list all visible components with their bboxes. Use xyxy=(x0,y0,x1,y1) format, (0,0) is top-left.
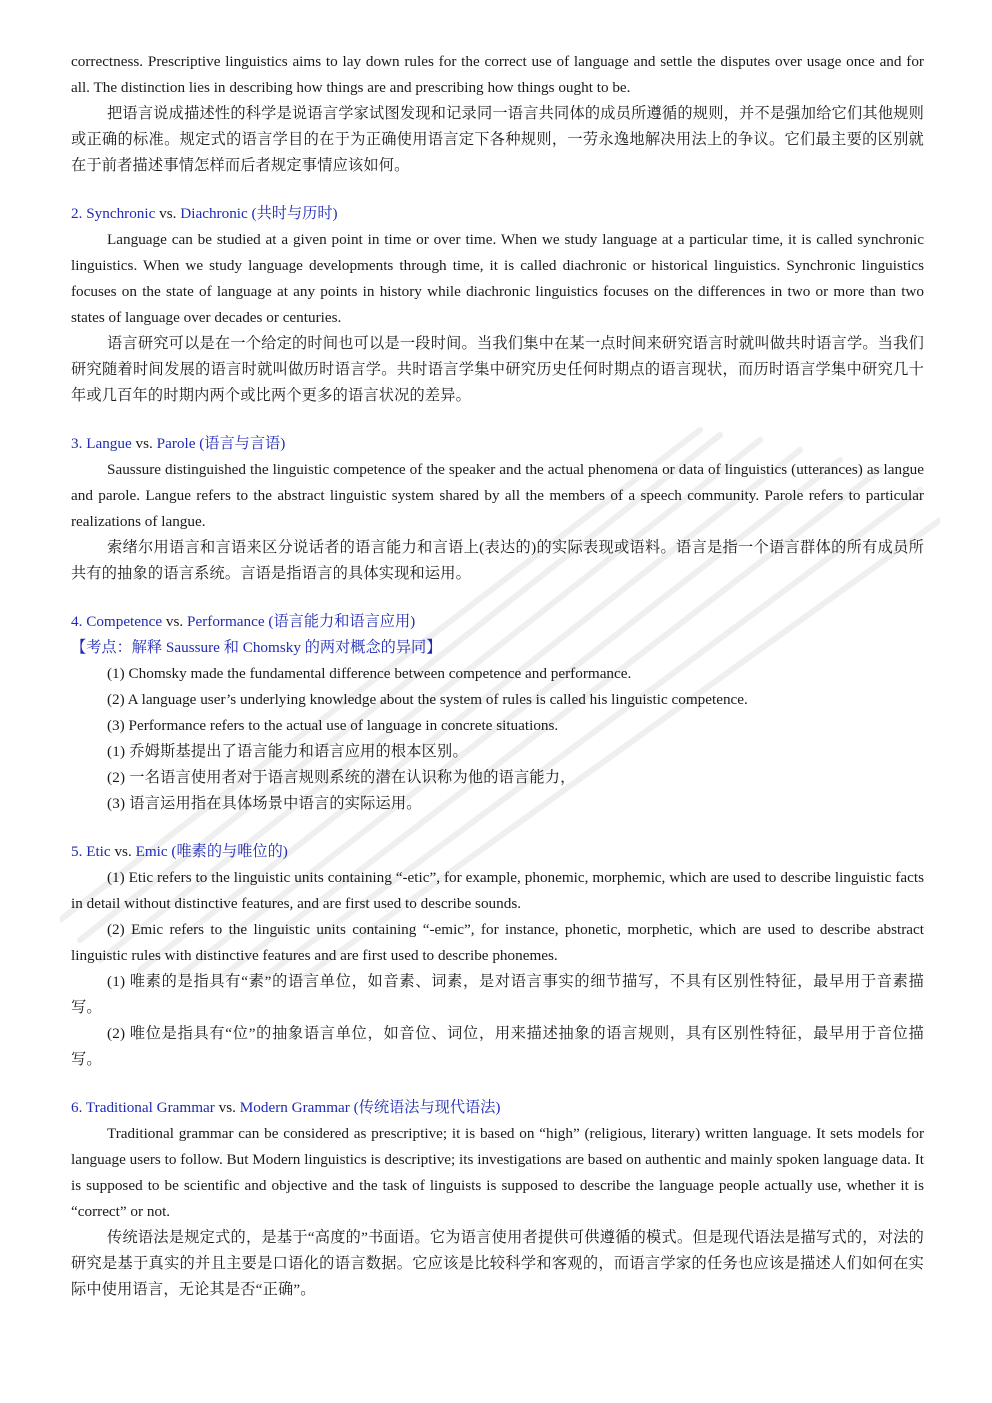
section-5-vs: vs. xyxy=(110,843,136,860)
section-3-english: Saussure distinguished the linguistic competence of the speaker and the actual phenomena or data of linguistics (utterances) as langue and parole. Langue refers to the abstract linguistic system shared by all the members of a speech community. Parole refers to particular realizations of langue. xyxy=(71,461,924,530)
section-5-term-a: Etic xyxy=(86,843,111,860)
section-6-english: Traditional grammar can be considered as prescriptive; it is based on “high” (religious, literary) written language. It sets models for language users to follow. But Modern linguistics is descriptive; its investigations are based on authentic and mainly spoken language data. It is supposed to be scientific and objective and the task of linguists is supposed to describe the language people actually use, whether it is “correct” or not. xyxy=(71,1125,924,1220)
section-5-heading xyxy=(71,839,924,865)
section-3-term-b: Parole xyxy=(156,435,196,452)
list-item: (2) 一名语言使用者对于语言规则系统的潜在认识称为他的语言能力， xyxy=(107,769,576,786)
list-item: (2) A language user’s underlying knowledge about the system of rules is called his linguistic competence. xyxy=(107,691,748,708)
section-2-term-b: Diachronic xyxy=(180,205,248,222)
list-item: (3) 语言运用指在具体场景中语言的实际运用。 xyxy=(107,795,422,812)
section-4-term-a: Competence xyxy=(86,613,163,630)
section-3-term-a: Langue xyxy=(86,435,132,452)
section-5-paragraph-4: (2) 唯位是指具有“位”的抽象语言单位，如音位、词位，用来描述抽象的语言规则，具有区别性特征，最早用于音位描写。 xyxy=(71,1025,924,1068)
section-6-vs: vs. xyxy=(214,1099,240,1116)
section-4-number: 4. xyxy=(71,613,87,630)
section-5-paragraph-1: (1) Etic refers to the linguistic units containing “-etic”, for example, phonemic, morphemic, which are used to describe linguistic facts in detail without distinctive features, and are first used to describe sounds. xyxy=(71,869,924,912)
section-6-chinese: 传统语法是规定式的，是基于“高度的”书面语。它为语言使用者提供可供遵循的模式。但是现代语法是描写式的，对法的研究是基于真实的并且主要是口语化的语言数据。它应该是比较科学和客观的，而语言学家的任务也应该是描述人们如何在实际中使用语言，无论其是否“正确”。 xyxy=(71,1229,924,1298)
section-2-vs: vs. xyxy=(155,205,181,222)
section-6-term-b: Modern Grammar xyxy=(239,1099,350,1116)
section-6-number: 6. xyxy=(71,1099,86,1116)
list-item: (3) Performance refers to the actual use of language in concrete situations. xyxy=(107,717,559,734)
section-3-vs: vs. xyxy=(131,435,157,452)
section-5-number: 5. xyxy=(71,843,87,860)
section-6-heading xyxy=(71,1095,924,1121)
section-5-paragraph-2: (2) Emic refers to the linguistic units containing “-emic”, for instance, phonetic, morphetic, which are used to describe abstract linguistic rules with distinctive features and are first used to describe phonemes. xyxy=(71,921,924,964)
section-3-number: 3. xyxy=(71,435,87,452)
section-6-chinese-title: (传统语法与现代语法) xyxy=(349,1099,501,1116)
section-3-chinese: 索绪尔用语言和言语来区分说话者的语言能力和言语上(表达的)的实际表现或语料。语言是指一个语言群体的所有成员所共有的抽象的语言系统。言语是指语言的具体实现和运用。 xyxy=(71,539,924,582)
section-4-chinese-title: (语言能力和语言应用) xyxy=(264,613,416,630)
section-2-chinese-title: (共时与历时) xyxy=(247,205,338,222)
section-4-heading xyxy=(71,609,924,635)
list-item: (1) 乔姆斯基提出了语言能力和语言应用的根本区别。 xyxy=(107,743,468,760)
section-4-vs: vs. xyxy=(162,613,188,630)
section-4-term-b: Performance xyxy=(187,613,265,630)
list-item: (1) Chomsky made the fundamental difference between competence and performance. xyxy=(107,665,632,682)
section-3-chinese-title: (语言与言语) xyxy=(195,435,286,452)
section-2-heading xyxy=(71,201,924,227)
document-page xyxy=(71,49,924,1303)
exam-point-note: 【考点：解释 Saussure 和 Chomsky 的两对概念的异同】 xyxy=(71,639,442,656)
section-6-term-a: Traditional Grammar xyxy=(85,1099,215,1116)
section-2-number: 2. xyxy=(71,205,87,222)
section-5-chinese-title: (唯素的与唯位的) xyxy=(167,843,288,860)
section-2-english: Language can be studied at a given point in time or over time. When we study language at a particular time, it is called synchronic linguistics. When we study language developments through time, it is called diachronic or historical linguistics. Synchronic linguistics focuses on the state of language at any points in history while diachronic linguistics focuses on the differences in two or more than two states of language over decades or centuries. xyxy=(71,231,924,326)
section-5-term-b: Emic xyxy=(135,843,168,860)
section-2-chinese: 语言研究可以是在一个给定的时间也可以是一段时间。当我们集中在某一点时间来研究语言时就叫做共时语言学。当我们研究随着时间发展的语言时就叫做历时语言学。共时语言学集中研究历史任何时期点的语言现状，而历时语言学集中研究几十年或几百年的时期内两个或比两个更多的语言状况的差异。 xyxy=(71,335,924,404)
section-3-heading xyxy=(71,431,924,457)
section-2-term-a: Synchronic xyxy=(86,205,156,222)
intro-chinese: 把语言说成描述性的科学是说语言学家试图发现和记录同一语言共同体的成员所遵循的规则，并不是强加给它们其他规则或正确的标准。规定式的语言学目的在于为正确使用语言定下各种规则，一劳永逸地解决用法上的争议。它们最主要的区别就在于前者描述事情怎样而后者规定事情应该如何。 xyxy=(71,105,924,174)
intro-english: correctness. Prescriptive linguistics aims to lay down rules for the correct use of language and settle the disputes over usage once and for all. The distinction lies in describing how things are and prescribing how things ought to be. xyxy=(71,53,924,96)
section-5-paragraph-3: (1) 唯素的是指具有“素”的语言单位，如音素、词素，是对语言事实的细节描写，不具有区别性特征，最早用于音素描写。 xyxy=(71,973,924,1016)
